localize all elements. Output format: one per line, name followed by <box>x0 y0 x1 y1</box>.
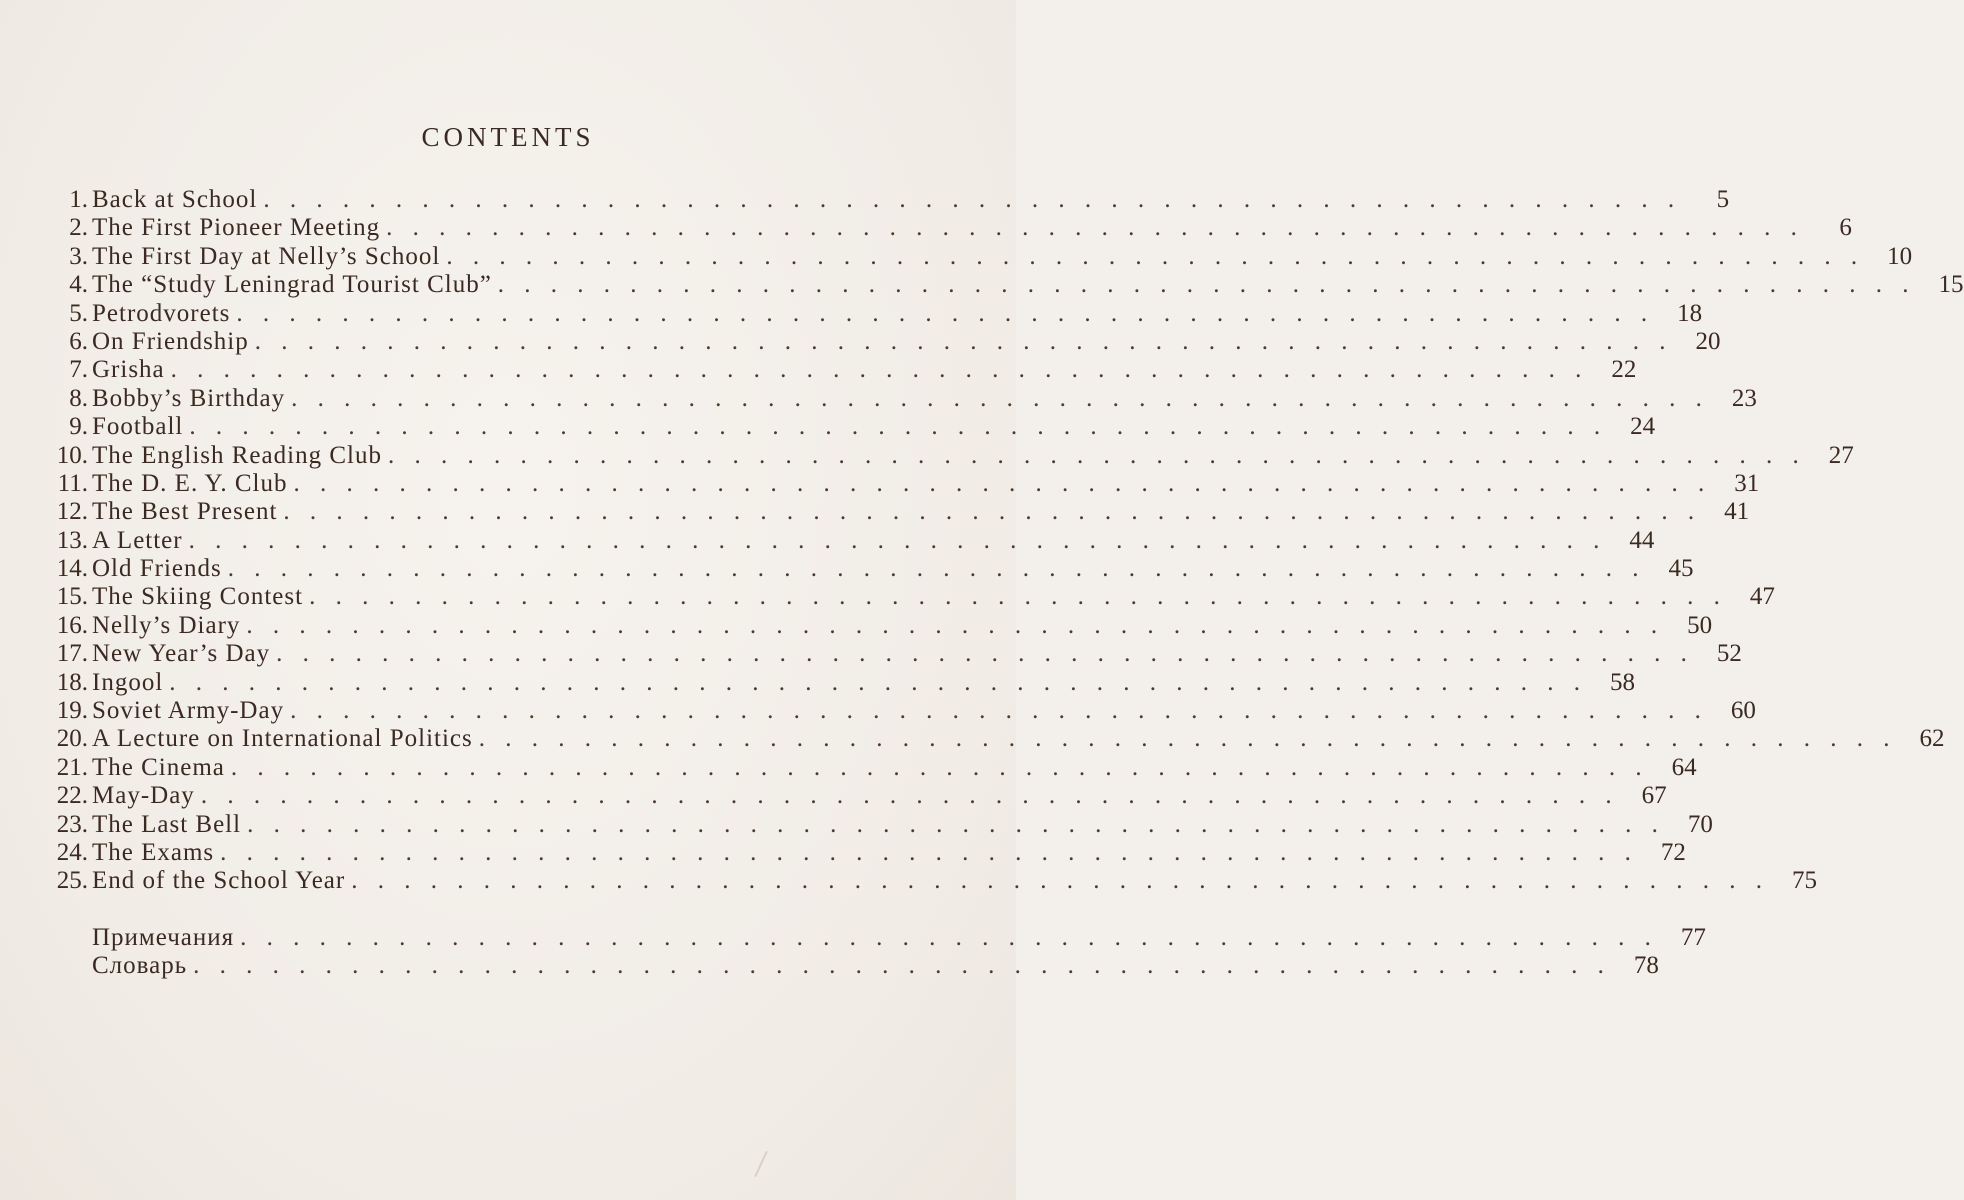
toc-entry <box>36 356 1637 384</box>
page-number: 52 <box>1716 640 1742 668</box>
dot-leader: . . . . . . . . . . . . . . . . . . . . . . . . . . . . . . . . . . . . . . . . . . . . . . . . . . . . . . <box>497 271 1916 299</box>
chapter-number: 10. <box>56 441 88 469</box>
chapter-title: End of the School Year <box>92 867 346 895</box>
chapter-number: 3. <box>69 242 88 270</box>
page-number: 15 <box>1938 271 1964 299</box>
dot-leader: . . . . . . . . . . . . . . . . . . . . . . . . . . . . . . . . . . . . . . . . . . . . . . . . . . . . . . <box>293 469 1712 497</box>
appendix-entry <box>36 952 1659 980</box>
toc-entry <box>36 697 1756 725</box>
chapter-number: 11. <box>57 469 88 497</box>
chapter-number: 16. <box>56 611 88 639</box>
appendix-list <box>36 924 1706 981</box>
page-number: 22 <box>1611 356 1637 384</box>
chapter-title: The First Day at Nelly’s School <box>92 242 441 270</box>
chapter-number: 8. <box>69 384 88 412</box>
chapter-title: Football <box>92 413 184 441</box>
dot-leader: . . . . . . . . . . . . . . . . . . . . . . . . . . . . . . . . . . . . . . . . . . . . . . . . . . . . . . <box>227 555 1646 583</box>
page-number: 60 <box>1730 697 1756 725</box>
chapter-number: 19. <box>56 697 88 725</box>
toc-entry <box>36 810 1713 839</box>
dot-leader: . . . . . . . . . . . . . . . . . . . . . . . . . . . . . . . . . . . . . . . . . . . . . . . . . . . . . . <box>283 498 1702 526</box>
chapter-title: Nelly’s Diary <box>92 611 241 639</box>
chapter-list <box>36 186 1964 896</box>
page-number: 20 <box>1695 327 1721 355</box>
appendix-title: Словарь <box>92 952 188 980</box>
toc-entry <box>36 384 1757 413</box>
dot-leader: . . . . . . . . . . . . . . . . . . . . . . . . . . . . . . . . . . . . . . . . . . . . . . . . . . . . . . <box>170 356 1589 384</box>
chapter-number: 9. <box>69 413 88 441</box>
chapter-title: New Year’s Day <box>92 640 271 668</box>
paper-scratch <box>754 1151 768 1177</box>
toc-entry <box>36 441 1854 470</box>
chapter-title: The Cinema <box>92 753 225 781</box>
toc-entry <box>36 413 1656 441</box>
chapter-title: The Exams <box>92 838 215 866</box>
dot-leader: . . . . . . . . . . . . . . . . . . . . . . . . . . . . . . . . . . . . . . . . . . . . . . . . . . . . . . <box>246 611 1665 639</box>
page-number: 50 <box>1687 611 1713 639</box>
page-number: 78 <box>1633 952 1659 980</box>
chapter-number: 5. <box>69 299 88 327</box>
dot-leader: . . . . . . . . . . . . . . . . . . . . . . . . . . . . . . . . . . . . . . . . . . . . . . . . . . . . . . <box>193 952 1611 980</box>
toc-entry <box>36 186 1730 214</box>
chapter-title: The Best Present <box>92 498 278 526</box>
toc-entry <box>36 242 1913 271</box>
toc-entry <box>36 838 1686 867</box>
toc-entry <box>36 214 1852 242</box>
chapter-title: Old Friends <box>92 555 222 583</box>
page-number: 62 <box>1919 725 1945 753</box>
page-number: 10 <box>1887 242 1913 270</box>
chapter-number: 20. <box>56 725 88 753</box>
toc-entry <box>36 583 1775 611</box>
page-number: 72 <box>1660 838 1686 866</box>
chapter-title: Back at School <box>92 186 258 213</box>
chapter-number: 25. <box>56 867 88 895</box>
chapter-title: The Skiing Contest <box>92 583 304 611</box>
chapter-number: 17. <box>56 640 88 668</box>
dot-leader: . . . . . . . . . . . . . . . . . . . . . . . . . . . . . . . . . . . . . . . . . . . . . . . . . . . . . . <box>200 782 1619 810</box>
chapter-title: A Letter <box>92 526 183 554</box>
chapter-number: 22. <box>56 782 88 810</box>
page-number: 77 <box>1680 924 1706 951</box>
dot-leader: . . . . . . . . . . . . . . . . . . . . . . . . . . . . . . . . . . . . . . . . . . . . . . . . . . . . . . <box>169 668 1588 696</box>
toc-entry <box>36 526 1655 555</box>
chapter-title: A Lecture on International Politics <box>92 725 473 753</box>
chapter-number: 18. <box>56 668 88 696</box>
chapter-title: Grisha <box>92 356 165 384</box>
contents-heading: CONTENTS <box>421 122 595 152</box>
chapter-title: The English Reading Club <box>92 441 382 469</box>
chapter-title: The D. E. Y. Club <box>92 469 288 497</box>
chapter-number: 4. <box>69 271 88 299</box>
toc-entry <box>36 753 1697 782</box>
page-number: 64 <box>1671 753 1697 781</box>
toc-entry <box>36 668 1636 697</box>
chapter-title: The “Study Leningrad Tourist Club” <box>92 271 492 299</box>
chapter-number: 6. <box>69 327 88 355</box>
dot-leader: . . . . . . . . . . . . . . . . . . . . . . . . . . . . . . . . . . . . . . . . . . . . . . . . . . . . . . <box>446 242 1865 270</box>
appendix-title: Примечания <box>92 924 235 951</box>
dot-leader: . . . . . . . . . . . . . . . . . . . . . . . . . . . . . . . . . . . . . . . . . . . . . . . . . . . . . . <box>236 299 1655 327</box>
dot-leader: . . . . . . . . . . . . . . . . . . . . . . . . . . . . . . . . . . . . . . . . . . . . . . . . . . . . . . <box>254 327 1673 355</box>
page-number: 70 <box>1687 810 1713 838</box>
toc-entry <box>36 498 1750 526</box>
page-number: 31 <box>1734 469 1760 497</box>
toc-entry <box>36 299 1703 328</box>
page-number: 75 <box>1791 867 1817 895</box>
toc-entry <box>36 725 1945 753</box>
chapter-number: 2. <box>69 214 88 242</box>
page-number: 27 <box>1828 441 1854 469</box>
chapter-number: 12. <box>56 498 88 526</box>
page-number: 5 <box>1716 186 1730 213</box>
dot-leader: . . . . . . . . . . . . . . . . . . . . . . . . . . . . . . . . . . . . . . . . . . . . . . . . . . . . . . <box>309 583 1727 611</box>
dot-leader: . . . . . . . . . . . . . . . . . . . . . . . . . . . . . . . . . . . . . . . . . . . . . . . . . . . . . . <box>189 413 1608 441</box>
appendix-entry <box>36 924 1706 952</box>
chapter-title: Bobby’s Birthday <box>92 384 286 412</box>
toc-entry <box>36 469 1760 498</box>
toc-entry <box>36 327 1721 356</box>
toc-entry <box>36 640 1742 668</box>
toc-entry <box>36 782 1667 810</box>
chapter-number: 15. <box>56 583 88 611</box>
chapter-number: 23. <box>56 810 88 838</box>
chapter-number: 21. <box>56 753 88 781</box>
dot-leader: . . . . . . . . . . . . . . . . . . . . . . . . . . . . . . . . . . . . . . . . . . . . . . . . . . . . . . <box>247 810 1665 838</box>
page-number: 47 <box>1749 583 1775 611</box>
page-number: 45 <box>1668 555 1694 583</box>
dot-leader: . . . . . . . . . . . . . . . . . . . . . . . . . . . . . . . . . . . . . . . . . . . . . . . . . . . . . . <box>220 838 1638 866</box>
page-number: 44 <box>1629 526 1655 554</box>
chapter-title: Soviet Army-Day <box>92 697 285 725</box>
dot-leader: . . . . . . . . . . . . . . . . . . . . . . . . . . . . . . . . . . . . . . . . . . . . . . . . . . . . . . <box>230 753 1649 781</box>
dot-leader: . . . . . . . . . . . . . . . . . . . . . . . . . . . . . . . . . . . . . . . . . . . . . . . . . . . . . . <box>478 725 1897 753</box>
chapter-title: Petrodvorets <box>92 299 231 327</box>
dot-leader: . . . . . . . . . . . . . . . . . . . . . . . . . . . . . . . . . . . . . . . . . . . . . . . . . . . . . . <box>387 441 1806 469</box>
toc-entry <box>36 611 1713 640</box>
dot-leader: . . . . . . . . . . . . . . . . . . . . . . . . . . . . . . . . . . . . . . . . . . . . . . . . . . . . . . <box>276 640 1694 668</box>
dot-leader: . . . . . . . . . . . . . . . . . . . . . . . . . . . . . . . . . . . . . . . . . . . . . . . . . . . . . . <box>290 697 1708 725</box>
page-number: 23 <box>1731 384 1757 412</box>
dot-leader: . . . . . . . . . . . . . . . . . . . . . . . . . . . . . . . . . . . . . . . . . . . . . . . . . . . . . . <box>386 214 1804 242</box>
page-number: 41 <box>1724 498 1750 526</box>
dot-leader: . . . . . . . . . . . . . . . . . . . . . . . . . . . . . . . . . . . . . . . . . . . . . . . . . . . . . . <box>188 526 1607 554</box>
page-number: 58 <box>1610 668 1636 696</box>
chapter-title: The First Pioneer Meeting <box>92 214 381 242</box>
dot-leader: . . . . . . . . . . . . . . . . . . . . . . . . . . . . . . . . . . . . . . . . . . . . . . . . . . . . . . <box>240 924 1658 951</box>
dot-leader: . . . . . . . . . . . . . . . . . . . . . . . . . . . . . . . . . . . . . . . . . . . . . . . . . . . . . . <box>351 867 1769 895</box>
chapter-number: 13. <box>56 526 88 554</box>
chapter-number: 24. <box>56 838 88 866</box>
toc-entry <box>36 271 1964 299</box>
dot-leader: . . . . . . . . . . . . . . . . . . . . . . . . . . . . . . . . . . . . . . . . . . . . . . . . . . . . . . <box>291 384 1709 412</box>
chapter-title: On Friendship <box>92 327 249 355</box>
toc-entry <box>36 867 1817 895</box>
toc-entry <box>36 555 1694 583</box>
chapter-title: The Last Bell <box>92 810 242 838</box>
chapter-number: 14. <box>56 555 88 583</box>
chapter-title: May-Day <box>92 782 195 810</box>
chapter-number: 7. <box>69 356 88 384</box>
chapter-number: 1. <box>69 186 88 213</box>
page-number: 18 <box>1677 299 1703 327</box>
chapter-title: Ingool <box>92 668 164 696</box>
dot-leader: . . . . . . . . . . . . . . . . . . . . . . . . . . . . . . . . . . . . . . . . . . . . . . . . . . . . . . <box>263 186 1682 213</box>
page-number: 67 <box>1641 782 1667 810</box>
page-number: 24 <box>1630 413 1656 441</box>
page-number: 6 <box>1839 214 1852 242</box>
